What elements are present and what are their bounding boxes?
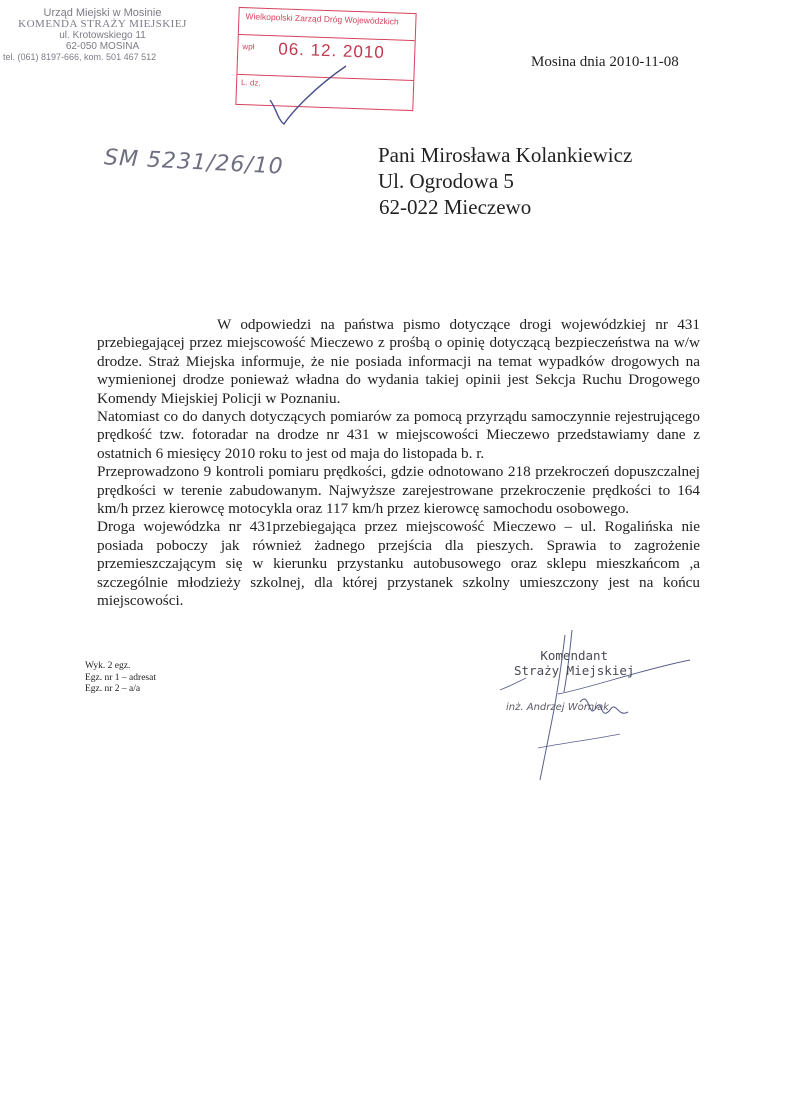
received-stamp-date: 06. 12. 2010 <box>277 39 386 63</box>
enclosures-copy-2: Egz. nr 2 – a/a <box>85 684 141 694</box>
letterhead-street: ul. Krotowskiego 11 <box>59 30 146 41</box>
signature-title-line-1: Komendant <box>540 648 609 663</box>
signature-title-line-2: Straży Miejskiej <box>514 663 635 678</box>
body-paragraph-4: Droga wojewódzka nr 431przebiegająca przez miejscowość Mieczewo – ul. Rogalińska nie posiada poboczy jak również żadnego przejścia dla pieszych. Sprawia to zagrożenie przemieszczającym się w kierunku przystanku autobusowego oraz sklepu mieszkańcom ,a szczególnie młodzieży szkolnej, dla której przystanek szkolny umieszczony jest na końcu miejscowości. <box>97 518 700 610</box>
signature-block <box>500 640 700 780</box>
addressee-name: Pani Mirosława Kolankiewicz <box>378 143 633 167</box>
letterhead-unit: KOMENDA STRAŻY MIEJSKIEJ <box>18 18 187 30</box>
document-date: Mosina dnia 2010-11-08 <box>531 54 679 70</box>
body-paragraph-3: Przeprowadzono 9 kontroli pomiaru prędkości, gdzie odnotowano 218 przekroczeń dopuszczalnej prędkości w terenie zabudowanym. Najwyższe zarejestrowane przekroczenie prędkości to 164 km/h przez kierowcę motocykla oraz 117 km/h przez kierowcę samochodu osobowego. <box>97 463 700 518</box>
pen-checkmark-icon <box>262 60 352 130</box>
stamp-divider <box>239 34 415 41</box>
received-stamp-ldz-label: L. dz. <box>240 78 261 88</box>
reference-number: SM 5231/26/10 <box>103 145 285 180</box>
received-stamp-header: Wielkopolski Zarząd Dróg Wojewódzkich <box>245 11 399 27</box>
letterhead-postal: 62-050 MOSINA <box>65 41 140 52</box>
signature-title <box>514 648 634 678</box>
signatory-name: inż. Andrzej Worniak <box>506 702 609 713</box>
letterhead-office: Urząd Miejski w Mosinie <box>43 7 162 19</box>
body-paragraph-2: Natomiast co do danych dotyczących pomiarów za pomocą przyrządu samoczynnie rejestrującego prędkość tzw. fotoradar na drodze nr 431 w miejscowości Mieczewo przedstawiamy dane z ostatnich 6 miesięcy 2010 roku to jest od maja do listopada b. r. <box>97 408 700 462</box>
letterhead-stamp <box>0 8 205 63</box>
addressee-city: 62-022 Mieczewo <box>379 195 532 219</box>
addressee-block <box>378 142 632 220</box>
letter-body <box>97 316 700 611</box>
received-stamp-wpl-label: wpł <box>242 42 255 52</box>
enclosures-copies: Wyk. 2 egz. <box>85 661 131 671</box>
letterhead-phone: tel. (061) 8197-666, kom. 501 467 512 <box>3 52 157 62</box>
body-paragraph-1: W odpowiedzi na państwa pismo dotyczące drogi wojewódzkiej nr 431 przebiegającej przez miejscowość Mieczewo z prośbą o opinię dotyczącą bezpieczeństwa na w/w drodze. Straż Miejska informuje, że nie posiada informacji na temat wypadków drogowych na wymienionej drodze ponieważ władna do wydania takiej opinii jest Sekcja Ruchu Drogowego Komendy Miejskiej Policji w Poznaniu. <box>97 316 700 407</box>
enclosures-copy-1: Egz. nr 1 – adresat <box>85 672 156 683</box>
addressee-street: Ul. Ogrodowa 5 <box>378 169 514 193</box>
enclosures-note <box>85 661 156 696</box>
